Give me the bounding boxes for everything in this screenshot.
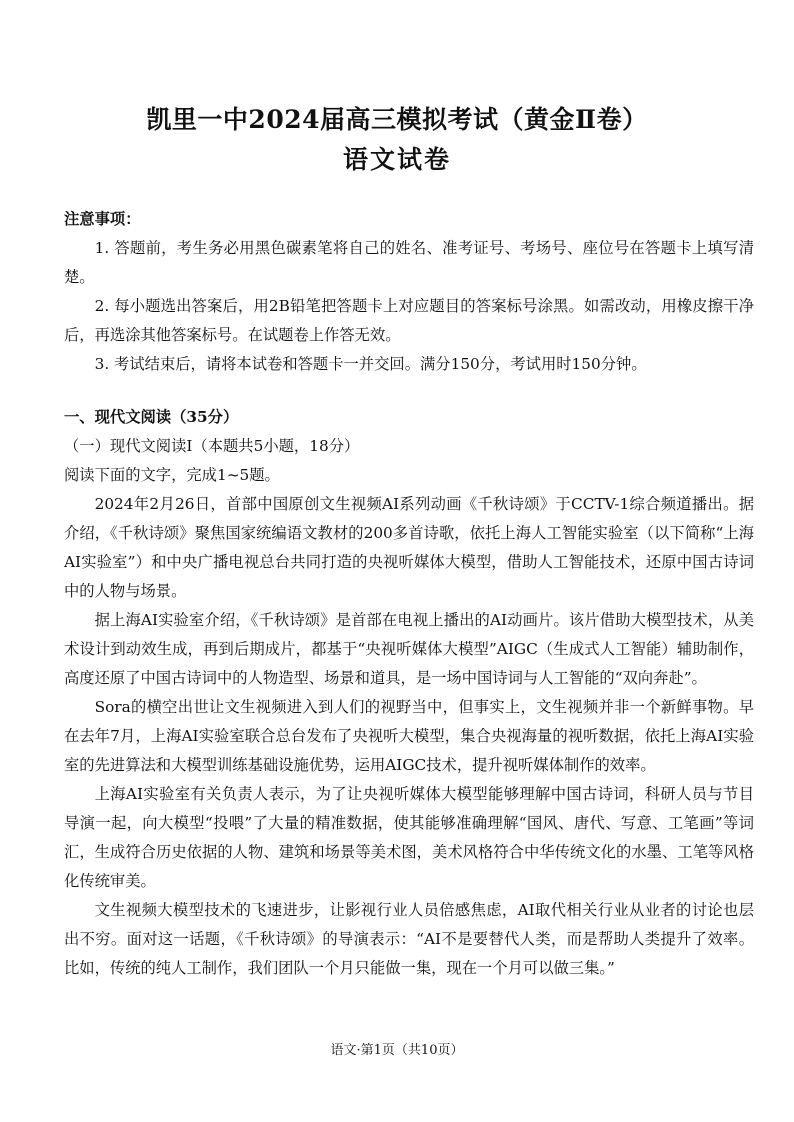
exam-title: 凯里一中2024届高三模拟考试（黄金Ⅱ卷） — [146, 105, 648, 134]
notice-heading: 注意事项： — [64, 210, 141, 228]
reading-paragraph: 2024年2月26日，首部中国原创文生视频AI系列动画《千秋诗颂》于CCTV-1综合频道播出。据介绍，《千秋诗颂》聚焦国家统编语文教材的200多首诗歌，依托上海人工智能实验室（以下简称“上海AI实验室”）和中央广播电视总台共同打造的央视听媒体大模型，借助人工智能技术，还原中国古诗词中的人物与场景。 — [64, 495, 754, 600]
section-sub-heading: （一）现代文阅读Ⅰ（本题共5小题，18分） — [64, 437, 360, 455]
exam-body — [64, 205, 754, 983]
reading-paragraph: 上海AI实验室有关负责人表示，为了让央视听媒体大模型能够理解中国古诗词，科研人员与节目导演一起，向大模型“投喂”了大量的精准数据，使其能够准确理解“国风、唐代、写意、工笔画”等词汇，生成符合历史依据的人物、建筑和场景等美术图，美术风格符合中华传统文化的水墨、工笔等风格化传统审美。 — [64, 785, 754, 890]
section-heading: 一、现代文阅读（35分） — [64, 408, 239, 426]
reading-paragraph: Sora的横空出世让文生视频进入到人们的视野当中，但事实上，文生视频并非一个新鲜事物。早在去年7月，上海AI实验室联合总台发布了央视听大模型，集合央视海量的视听数据，依托上海AI实验室的先进算法和大模型训练基础设施优势，运用AIGC技术，提升视听媒体制作的效率。 — [64, 698, 754, 774]
section-gap — [64, 379, 754, 403]
notice-item: 1. 答题前，考生务必用黑色碳素笔将自己的姓名、准考证号、考场号、座位号在答题卡上填写清楚。 — [64, 239, 754, 286]
exam-subtitle: 语文试卷 — [342, 145, 451, 174]
notice-item: 2. 每小题选出答案后，用2B铅笔把答题卡上对应题目的答案标号涂黑。如需改动，用橡皮擦干净后，再选涂其他答案标号。在试题卷上作答无效。 — [64, 297, 754, 344]
reading-instruction: 阅读下面的文字，完成1~5题。 — [64, 466, 280, 484]
notice-item: 3. 考试结束后，请将本试卷和答题卡一并交回。满分150分，考试用时150分钟。 — [94, 355, 647, 373]
page-footer: 语文·第1页（共10页） — [330, 1043, 464, 1058]
reading-paragraph: 据上海AI实验室介绍，《千秋诗颂》是首部在电视上播出的AI动画片。该片借助大模型技术，从美术设计到动效生成，再到后期成片，都基于“央视听媒体大模型”AIGC（生成式人工智能）辅助制作，高度还原了中国古诗词中的人物造型、场景和道具，是一场中国诗词与人工智能的“双向奔赴”。 — [64, 611, 754, 687]
reading-paragraph: 文生视频大模型技术的飞速进步，让影视行业人员倍感焦虑，AI取代相关行业从业者的讨论也层出不穷。面对这一话题，《千秋诗颂》的导演表示：“AI不是要替代人类，而是帮助人类提升了效率。比如，传统的纯人工制作，我们团队一个月只能做一集，现在一个月可以做三集。” — [64, 901, 754, 977]
